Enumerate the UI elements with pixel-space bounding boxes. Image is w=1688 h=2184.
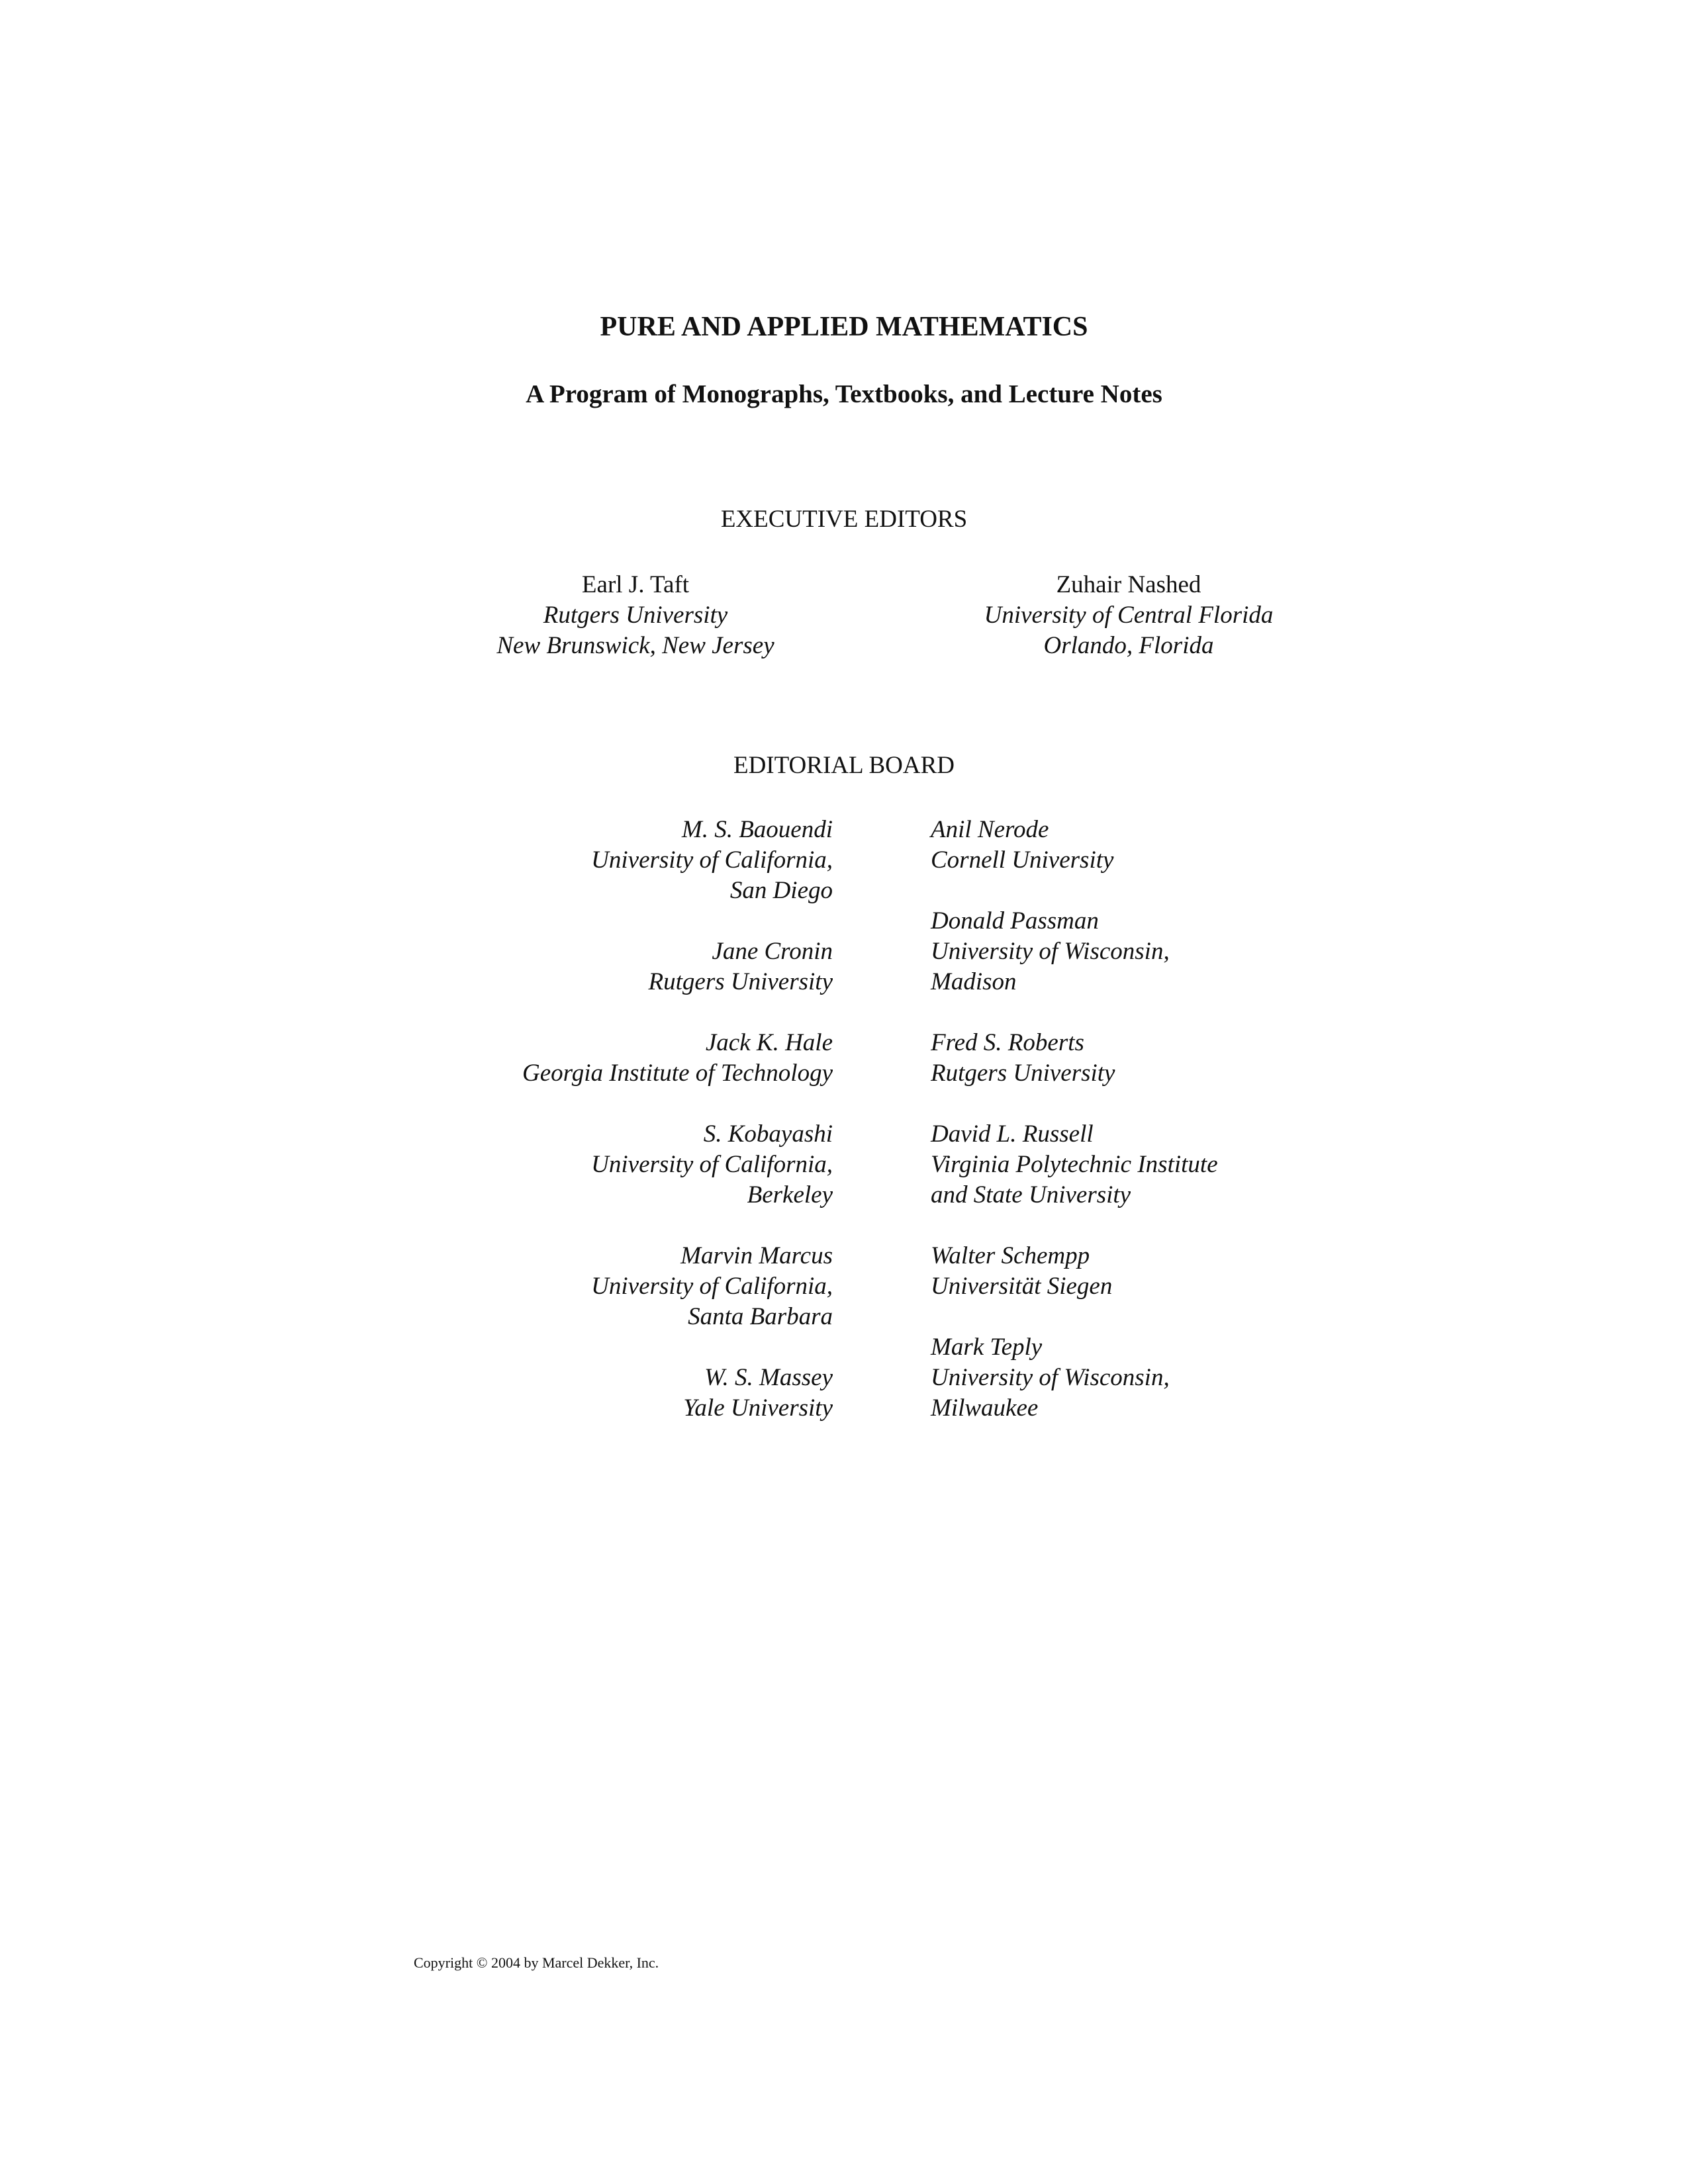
board-member-line: Jane Cronin bbox=[712, 938, 833, 965]
series-subtitle: A Program of Monographs, Textbooks, and Lecture Notes bbox=[526, 380, 1162, 408]
board-member bbox=[931, 1332, 1218, 1424]
board-member-line: W. S. Massey bbox=[704, 1364, 833, 1391]
board-member-line: Santa Barbara bbox=[688, 1303, 833, 1330]
editor-name: Earl J. Taft bbox=[581, 571, 690, 598]
board-member-line: Yale University bbox=[683, 1394, 833, 1422]
editor-name: Zuhair Nashed bbox=[1056, 571, 1201, 598]
board-member bbox=[522, 1028, 833, 1089]
board-member bbox=[522, 1119, 833, 1210]
board-member bbox=[931, 1241, 1218, 1302]
copyright-notice: Copyright © 2004 by Marcel Dekker, Inc. bbox=[414, 1954, 659, 1971]
board-member-line: University of Wisconsin, bbox=[931, 1364, 1170, 1391]
board-member bbox=[522, 1363, 833, 1424]
executive-editor-nashed bbox=[897, 570, 1360, 661]
editorial-board-heading: EDITORIAL BOARD bbox=[733, 752, 955, 779]
editorial-board-right-column bbox=[931, 815, 1218, 1454]
editor-affiliation: University of Central Florida bbox=[984, 602, 1274, 629]
board-member-line: Rutgers University bbox=[648, 968, 833, 995]
board-member-line: University of California, bbox=[591, 1273, 833, 1300]
board-member-line: Walter Schempp bbox=[931, 1242, 1090, 1269]
board-member-line: Anil Nerode bbox=[931, 816, 1049, 843]
editorial-board-left-column bbox=[522, 815, 833, 1454]
board-member-line: Donald Passman bbox=[931, 907, 1099, 934]
editor-location: New Brunswick, New Jersey bbox=[496, 632, 774, 659]
board-member-line: Universität Siegen bbox=[931, 1273, 1113, 1300]
board-member-line: Fred S. Roberts bbox=[931, 1029, 1084, 1056]
board-member bbox=[522, 936, 833, 997]
executive-editors-heading: EXECUTIVE EDITORS bbox=[720, 506, 968, 533]
board-member bbox=[522, 815, 833, 906]
executive-editor-taft bbox=[404, 570, 867, 661]
board-member-line: David L. Russell bbox=[931, 1120, 1094, 1148]
board-member bbox=[931, 815, 1218, 876]
board-member-line: Virginia Polytechnic Institute bbox=[931, 1151, 1218, 1178]
board-member-line: Madison bbox=[931, 968, 1017, 995]
board-member-line: S. Kobayashi bbox=[703, 1120, 833, 1148]
editor-affiliation: Rutgers University bbox=[543, 602, 728, 629]
board-member-line: University of California, bbox=[591, 1151, 833, 1178]
board-member bbox=[931, 906, 1218, 997]
board-member-line: University of California, bbox=[591, 846, 833, 874]
board-member-line: M. S. Baouendi bbox=[681, 816, 833, 843]
board-member-line: Marvin Marcus bbox=[680, 1242, 833, 1269]
board-member-line: University of Wisconsin, bbox=[931, 938, 1170, 965]
editor-location: Orlando, Florida bbox=[1043, 632, 1214, 659]
board-member bbox=[931, 1119, 1218, 1210]
board-member-line: Berkeley bbox=[747, 1181, 833, 1208]
board-member-line: Jack K. Hale bbox=[705, 1029, 833, 1056]
board-member bbox=[522, 1241, 833, 1332]
board-member-line: San Diego bbox=[729, 877, 833, 904]
board-member-line: Cornell University bbox=[931, 846, 1114, 874]
board-member-line: Georgia Institute of Technology bbox=[522, 1060, 833, 1087]
series-title: PURE AND APPLIED MATHEMATICS bbox=[600, 312, 1088, 342]
board-member-line: Rutgers University bbox=[931, 1060, 1115, 1087]
board-member-line: Milwaukee bbox=[931, 1394, 1039, 1422]
board-member-line: Mark Teply bbox=[931, 1334, 1043, 1361]
board-member bbox=[931, 1028, 1218, 1089]
board-member-line: and State University bbox=[931, 1181, 1131, 1208]
